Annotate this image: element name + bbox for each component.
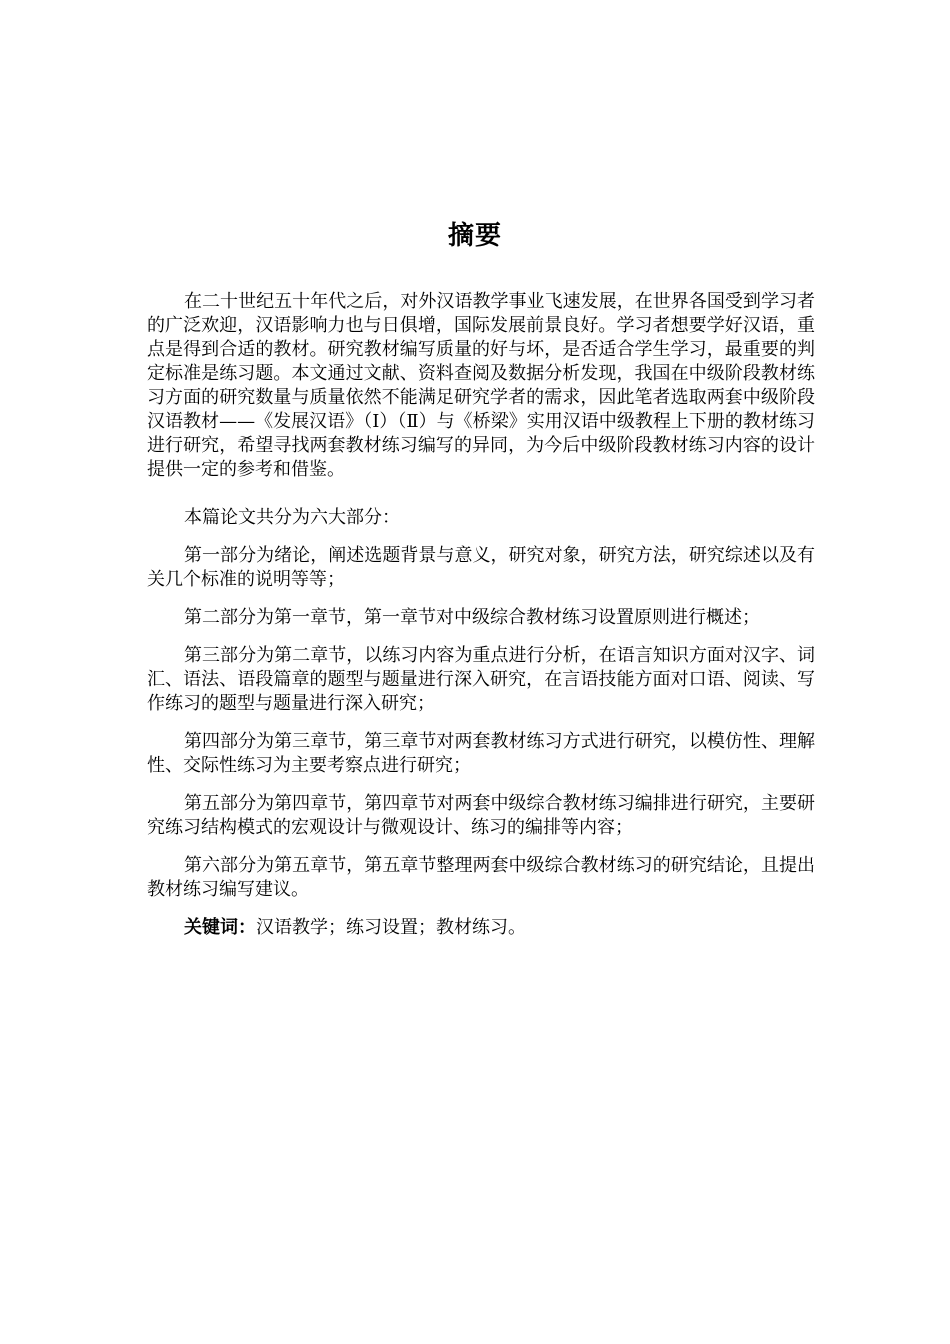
abstract-paragraph-part-6: 第六部分为第五章节，第五章节整理两套中级综合教材练习的研究结论，且提出教材练习编写建议。 bbox=[147, 855, 815, 900]
abstract-paragraph-intro: 在二十世纪五十年代之后，对外汉语教学事业飞速发展，在世界各国受到学习者的广泛欢迎，汉语影响力也与日俱增，国际发展前景良好。学习者想要学好汉语，重点是得到合适的教材。研究教材编写质量的好与坏，是否适合学生学习，最重要的判定标准是练习题。本文通过文献、资料查阅及数据分析发现，我国在中级阶段教材练习方面的研究数量与质量依然不能满足研究学者的需求，因此笔者选取两套中级阶段汉语教材——《发展汉语》（Ⅰ）（Ⅱ）与《桥梁》实用汉语中级教程上下册的教材练习进行研究，希望寻找两套教材练习编写的异同，为今后中级阶段教材练习内容的设计提供一定的参考和借鉴。 bbox=[147, 291, 815, 480]
abstract-paragraph-part-1: 第一部分为绪论，阐述选题背景与意义，研究对象，研究方法，研究综述以及有关几个标准的说明等等； bbox=[147, 545, 815, 590]
keywords-label: 关键词： bbox=[184, 917, 256, 938]
page-title: 摘要 bbox=[447, 221, 502, 251]
keywords-text: 汉语教学；练习设置；教材练习。 bbox=[256, 917, 526, 938]
abstract-paragraph-part-2: 第二部分为第一章节，第一章节对中级综合教材练习设置原则进行概述； bbox=[184, 607, 760, 628]
abstract-paragraph-part-5: 第五部分为第四章节，第四章节对两套中级综合教材练习编排进行研究，主要研究练习结构模式的宏观设计与微观设计、练习的编排等内容； bbox=[147, 793, 815, 838]
abstract-paragraph-part-4: 第四部分为第三章节，第三章节对两套教材练习方式进行研究，以模仿性、理解性、交际性练习为主要考察点进行研究； bbox=[147, 731, 815, 776]
keywords-line bbox=[147, 916, 815, 940]
abstract-paragraph-structure: 本篇论文共分为六大部分： bbox=[184, 507, 400, 528]
abstract-body bbox=[147, 290, 815, 954]
abstract-paragraph-part-3: 第三部分为第二章节，以练习内容为重点进行分析，在语言知识方面对汉字、词汇、语法、语段篇章的题型与题量进行深入研究，在言语技能方面对口语、阅读、写作练习的题型与题量进行深入研究； bbox=[147, 645, 815, 714]
